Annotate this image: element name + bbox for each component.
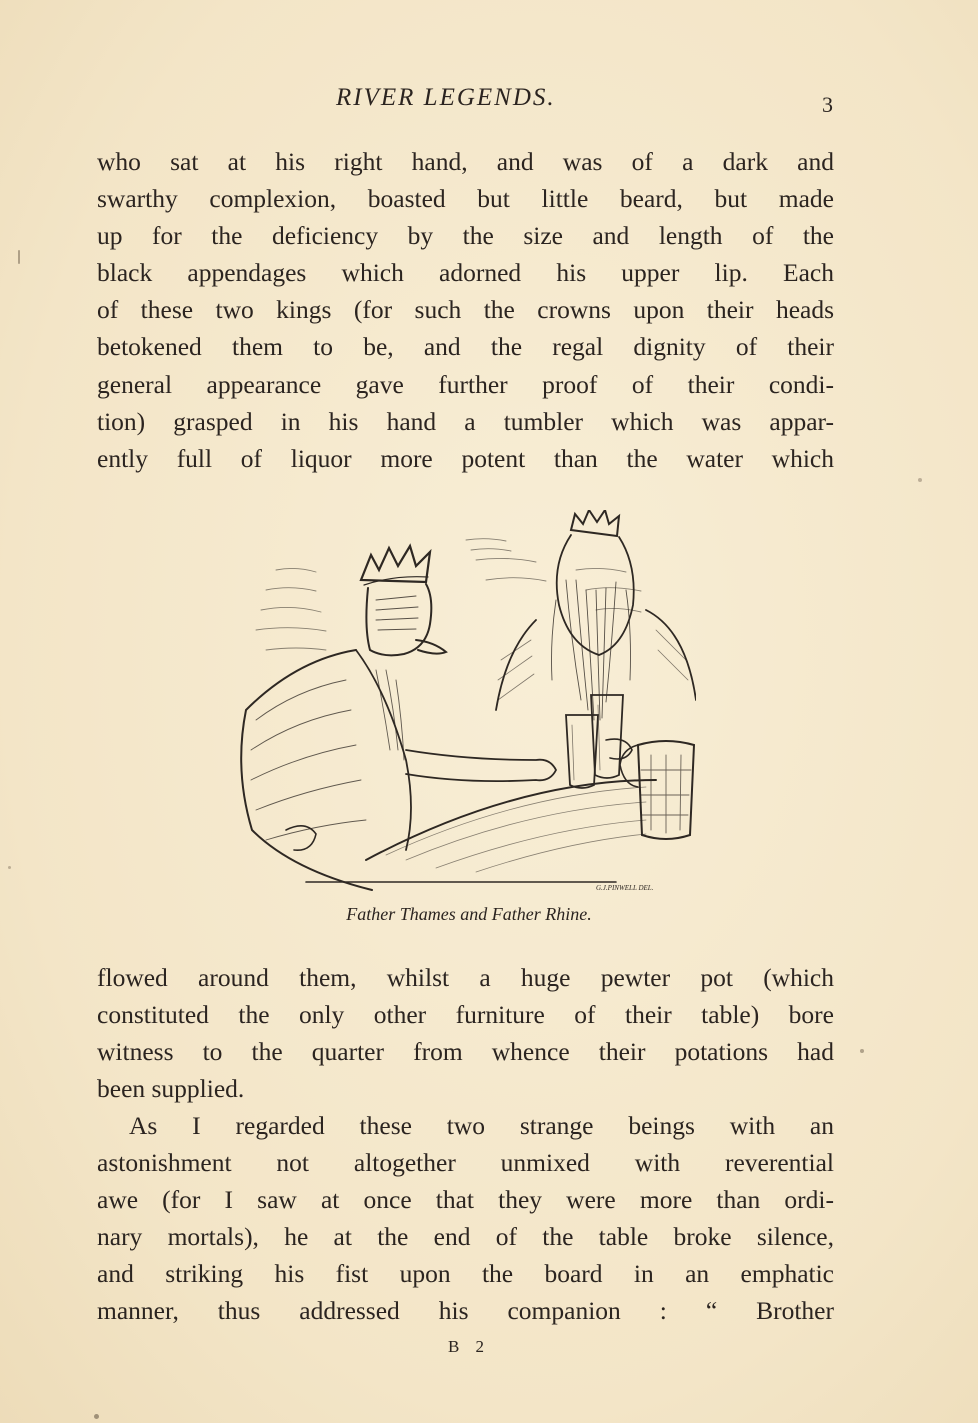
engraver-signature: G.J.PINWELL DEL.	[596, 884, 654, 892]
running-head	[0, 84, 978, 116]
paper-speck	[860, 1049, 864, 1053]
text-line: constituted the only other furniture of their table) bore	[97, 1000, 834, 1030]
text-line: tion) grasped in his hand a tumbler which was appar-	[97, 406, 834, 436]
text-line: betokened them to be, and the regal dignity of their	[97, 332, 834, 362]
running-title: RIVER LEGENDS.	[336, 84, 556, 111]
signature-mark: B 2	[447, 1337, 491, 1356]
text-line: witness to the quarter from whence their potations had	[97, 1037, 834, 1067]
paragraph-2	[97, 959, 834, 1107]
illustration-caption: Father Thames and Father Rhine.	[346, 904, 592, 924]
text-line: up for the deficiency by the size and length of the	[97, 221, 834, 251]
text-line: and striking his fist upon the board in an emphatic	[97, 1259, 834, 1289]
paragraph-3	[97, 1107, 834, 1330]
text-line: manner, thus addressed his companion : “ Brother	[97, 1296, 834, 1326]
text-line: flowed around them, whilst a huge pewter pot (which	[97, 963, 834, 992]
text-line: awe (for I saw at once that they were more than ordi-	[97, 1185, 834, 1215]
paragraph-1	[97, 143, 834, 477]
text-line: been supplied.	[97, 1074, 245, 1104]
text-line: swarthy complexion, boasted but little beard, but made	[97, 184, 834, 214]
text-line: ently full of liquor more potent than the water which	[97, 443, 834, 473]
paper-speck	[8, 866, 11, 869]
paper-speck	[18, 250, 20, 264]
paper-speck	[918, 478, 922, 482]
text-line: general appearance gave further proof of their condi-	[97, 369, 834, 399]
page-number: 3	[822, 92, 833, 117]
paper-speck	[94, 1414, 99, 1419]
text-line: As I regarded these two strange beings with an	[129, 1111, 834, 1140]
text-line: of these two kings (for such the crowns upon their heads	[97, 295, 834, 325]
text-line: nary mortals), he at the end of the table broke silence,	[97, 1222, 834, 1252]
engraving-two-kings	[236, 510, 696, 895]
text-line: who sat at his right hand, and was of a dark and	[97, 147, 834, 176]
text-line: black appendages which adorned his upper lip. Each	[97, 258, 834, 288]
text-line: astonishment not altogether unmixed with reverential	[97, 1148, 834, 1178]
